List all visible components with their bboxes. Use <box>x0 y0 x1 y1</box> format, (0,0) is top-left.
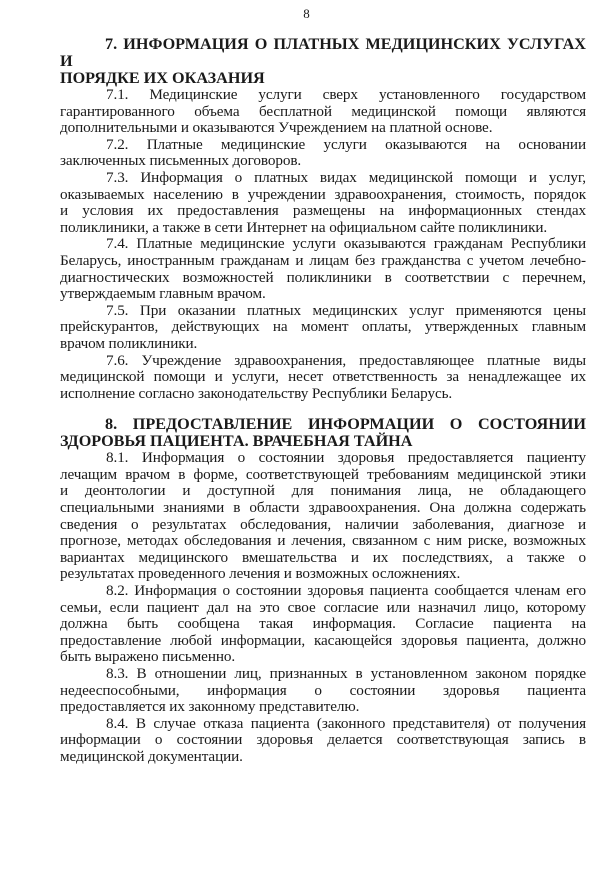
paragraph-line: специальными знаниями в области здравоохранения. Она должна содержать <box>60 499 586 517</box>
section-8-title-line-2: ЗДОРОВЬЯ ПАЦИЕНТА. ВРАЧЕБНАЯ ТАЙНА <box>60 432 413 451</box>
paragraph-line: 7.1. Медицинские услуги сверх установленного государством <box>106 86 586 103</box>
paragraph-line: вариантах медицинского вмешательства и их последствиях, а также о <box>60 548 586 566</box>
section-7-paragraph-3 <box>60 170 586 236</box>
paragraph-line: медицинской помощи и услуги, несет ответственность за ненадлежащее их <box>60 368 586 386</box>
section-7-paragraph-6 <box>60 353 586 403</box>
section-7-title <box>60 36 586 87</box>
page-number: 8 <box>303 6 310 21</box>
paragraph-line: семьи, если пациент дал на это свое согласие или назначил лицо, которому <box>60 598 586 616</box>
paragraph-line: недееспособными, информация о состоянии здоровья пациента <box>60 681 586 699</box>
paragraph-line: 8.2. Информация о состоянии здоровья пациента сообщается членам его <box>106 582 586 600</box>
paragraph-line: заключенных письменных договоров. <box>60 152 302 170</box>
paragraph-line: прогнозе, методах обследования и лечения, связанном с ним риске, возможных <box>60 532 586 550</box>
paragraph-line: и деонтологии и доступной для понимания лица, не обладающего <box>60 482 586 500</box>
paragraph-line: 7.6. Учреждение здравоохранения, предоставляющее платные виды <box>106 351 586 369</box>
paragraph-line: Беларусь, иностранным гражданам и лицам без гражданства с учетом лечебно- <box>60 251 586 269</box>
paragraph-line: 7.5. При оказании платных медицинских услуг применяются цены <box>106 301 586 319</box>
section-7-paragraph-4 <box>60 236 586 302</box>
paragraph-line: медицинской документации. <box>60 747 243 765</box>
paragraph-line: оказываемых населению в учреждении здравоохранения, стоимость, порядок <box>60 185 586 203</box>
paragraph-line: исполнение согласно законодательству Республики Беларусь. <box>60 384 453 402</box>
paragraph-line: диагностических возможностей поликлиники в соответствии с перечнем, <box>60 268 586 286</box>
section-8-paragraph-1 <box>60 450 586 583</box>
paragraph-line: сведения о результатах обследования, наличии заболевания, диагнозе и <box>60 515 586 533</box>
paragraph-line: гарантированного объема бесплатной медицинской помощи являются <box>60 102 586 120</box>
paragraph-line: 8.4. В случае отказа пациента (законного представителя) от получения <box>106 714 586 732</box>
section-8-paragraph-4 <box>60 716 586 766</box>
paragraph-line: врачом поликлиники. <box>60 334 198 352</box>
section-8-paragraph-2 <box>60 583 586 666</box>
section-7-paragraph-1 <box>60 87 586 137</box>
paragraph-line: 8.1. Информация о состоянии здоровья предоставляется пациенту <box>106 449 586 467</box>
section-8-title <box>60 416 586 450</box>
document-body <box>60 36 586 766</box>
paragraph-line: результатах проведенного лечения и возможных осложнениях. <box>60 565 461 583</box>
paragraph-line: 7.3. Информация о платных видах медицинской помощи и услуг, <box>106 168 586 186</box>
paragraph-line: должна быть сообщена такая информация. Согласие пациента на <box>60 615 586 633</box>
section-7-paragraph-2 <box>60 137 586 170</box>
section-8-body <box>60 450 586 765</box>
paragraph-line: утверждаемым главным врачом. <box>60 285 266 303</box>
section-8-paragraph-3 <box>60 666 586 716</box>
paragraph-line: 8.3. В отношении лиц, признанных в установленном законом порядке <box>106 665 586 682</box>
paragraph-line: 7.2. Платные медицинские услуги оказываются на основании <box>106 135 586 153</box>
paragraph-line: поликлиники, а также в сети Интернет на официальном сайте поликлиники. <box>60 218 548 236</box>
paragraph-line: быть выражено письменно. <box>60 648 236 666</box>
paragraph-line: 7.4. Платные медицинские услуги оказываются гражданам Республики <box>106 235 586 253</box>
section-7-body <box>60 87 586 402</box>
paragraph-line: дополнительными и оказываются Учреждением на платной основе. <box>60 119 493 137</box>
section-7-paragraph-5 <box>60 303 586 353</box>
paragraph-line: информации о состоянии здоровья делается соответствующая запись в <box>60 731 586 749</box>
paragraph-line: предоставляется их законному представителю. <box>60 698 360 716</box>
paragraph-line: лечащим врачом в форме, соответствующей требованиям медицинской этики <box>60 465 586 483</box>
paragraph-line: предоставление любой информации, касающейся здоровья пациента, должно <box>60 631 586 649</box>
section-7-title-line-1: 7. ИНФОРМАЦИЯ О ПЛАТНЫХ МЕДИЦИНСКИХ УСЛУГАХ И <box>60 35 586 70</box>
section-gap <box>60 402 586 416</box>
paragraph-line: прейскурантов, действующих на момент оплаты, утвержденных главным <box>60 318 586 336</box>
section-7-title-line-2: ПОРЯДКЕ ИХ ОКАЗАНИЯ <box>60 69 265 87</box>
section-8-title-line-1: 8. ПРЕДОСТАВЛЕНИЕ ИНФОРМАЦИИ О СОСТОЯНИИ <box>105 415 586 434</box>
paragraph-line: и условия их предоставления размещены на информационных стендах <box>60 202 586 220</box>
